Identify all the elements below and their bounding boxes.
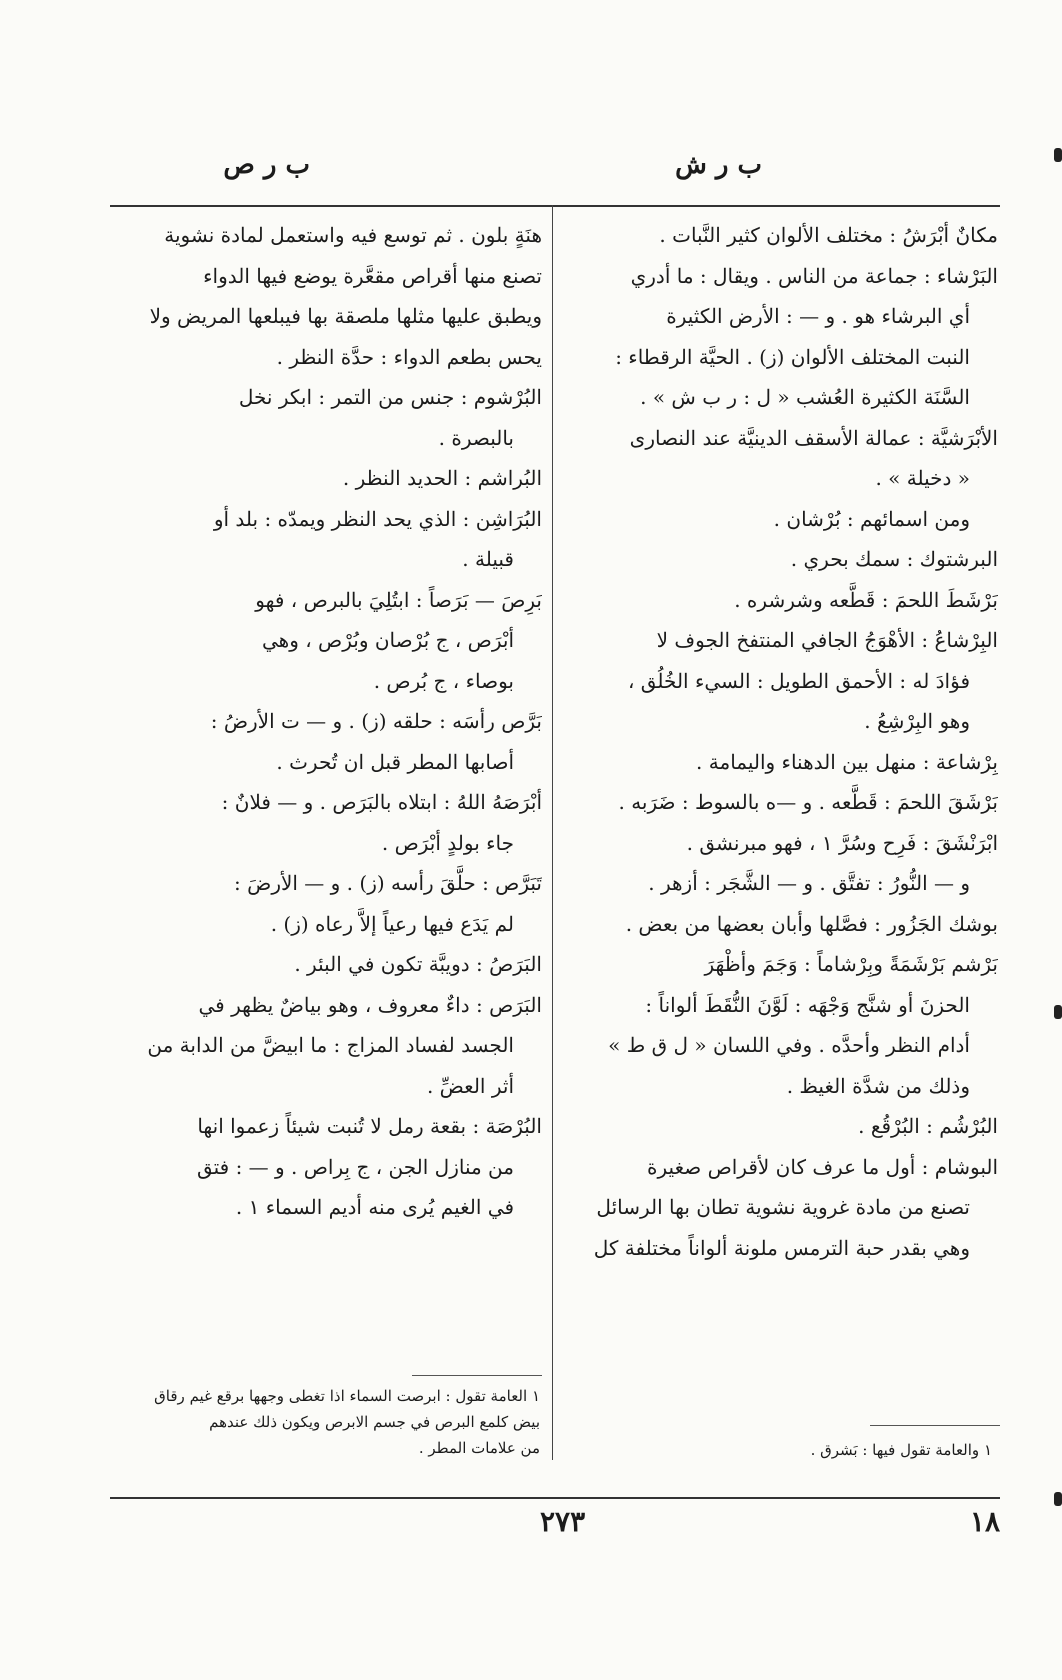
right-line: وذلك من شدَّة الغيظ . xyxy=(786,1073,970,1098)
footnote-line: من علامات المطر . xyxy=(418,1439,540,1457)
left-column xyxy=(112,215,542,1228)
right-line: بَرْشَطَ اللحمَ : قَطَّعه وشرشره . xyxy=(734,587,998,612)
left-line: أصابها المطر قبل ان تُحرث . xyxy=(276,749,514,774)
left-line: بالبصرة . xyxy=(438,425,514,450)
left-line: قبيلة . xyxy=(462,547,514,571)
edge-mark xyxy=(1054,1492,1062,1506)
left-line: الجسد لفساد المزاج : ما ابيضَّ من الدابة من xyxy=(147,1033,514,1057)
left-line: يحس بطعم الدواء : حدَّة النظر . xyxy=(276,344,542,369)
right-column-header: ب ر ش xyxy=(675,150,762,180)
right-line: أدام النظر وأحدَّه . وفي اللسان « ل ق ط » xyxy=(608,1033,970,1057)
right-line: وهو البِرْشِعُ . xyxy=(864,709,970,733)
right-line: البِرْشاعُ : الأهْوَجُ الجافي المنتفخ الجوف لا xyxy=(656,628,998,652)
right-footnote xyxy=(811,1437,992,1463)
left-line: من منازل الجن ، ج بِراص . و — : فتق xyxy=(196,1154,514,1179)
bottom-rule xyxy=(110,1497,1000,1499)
right-line: فؤادَ له : الأحمق الطويل : السيء الخُلُق ، xyxy=(627,668,970,693)
right-line: بِرْشاعة : منهل بين الدهناء واليمامة . xyxy=(696,749,998,774)
footnote-line: ١ والعامة تقول فيها : بَشرق . xyxy=(810,1441,992,1459)
edge-mark xyxy=(1054,1005,1062,1019)
left-line: هنَةٍ بلون . ثم توسع فيه واستعمل لمادة نشوية xyxy=(164,223,542,247)
right-line: بَرْشَقَ اللحمَ : قَطَّعه . و —ه بالسوط : ضَرَبه . xyxy=(618,790,998,814)
left-line: لم يَدَع فيها رعياً إلاَّ رعاه (ز) . xyxy=(270,911,514,936)
left-line: البَرَص : داءٌ معروف ، وهو بياضٌ يظهر في xyxy=(198,992,542,1017)
left-line: البُرْشوم : جنس من التمر : ابكر نخل xyxy=(238,385,542,409)
right-line: أي البرشاء هو . و — : الأرض الكثيرة xyxy=(666,304,970,328)
volume-page-number: ١٨ xyxy=(969,1505,1000,1538)
right-line: ابْرَنْشَقَ : فَرِح وسُرَّ ١ ، فهو مبرنشق . xyxy=(686,830,998,855)
right-line: وهي بقدر حبة الترمس ملونة ألواناً مختلفة كل xyxy=(593,1235,970,1260)
right-line: « دخيلة » . xyxy=(875,466,970,490)
right-line: و — النُّورُ : تفتَّق . و — الشَّجَر : أزهر . xyxy=(648,871,970,895)
right-line: السَّنَة الكثيرة العُشب « ل : ر ب ش » . xyxy=(640,385,970,409)
right-line: البَرْشاء : جماعة من الناس . ويقال : ما أدري xyxy=(630,263,998,288)
left-line: البَرَصُ : دويبَّة تكون في البئر . xyxy=(294,952,542,976)
right-line: البوشام : أول ما عرف كان لأقراص صغيرة xyxy=(647,1154,998,1179)
left-footnote-rule xyxy=(412,1375,542,1376)
left-line: البُرْصَة : بقعة رمل لا تُنبت شيئاً زعموا انها xyxy=(197,1114,542,1138)
left-line: ويطبق عليها مثلها ملصقة بها فيبلعها المريض ولا xyxy=(149,304,542,328)
page-number: ٢٧٣ xyxy=(540,1505,586,1538)
right-line: تصنع من مادة غروية نشوية تطان بها الرسائل xyxy=(596,1195,970,1219)
top-rule xyxy=(110,205,1000,207)
left-line: أبْرَص ، ج بُرْصان وبُرْص ، وهي xyxy=(262,628,514,652)
left-line: تَبَرَّص : حلَّقَ رأسه (ز) . و — الأرضَ : xyxy=(234,871,542,895)
left-line: تصنع منها أقراص مقعَّرة يوضع فيها الدواء xyxy=(203,263,542,288)
right-line: النبت المختلف الألوان (ز) . الحيَّة الرقطاء : xyxy=(615,344,970,369)
left-line: جاء بولدٍ أبْرَص . xyxy=(381,830,514,855)
right-line: البُرْشُم : البُرْقُع . xyxy=(858,1114,998,1138)
left-line: بَرِصَ — بَرَصاً : ابتُلِيَ بالبرص ، فهو xyxy=(255,587,542,612)
column-divider xyxy=(552,205,553,1460)
footnote-line: بيض كلمع البرص في جسم الابرص ويكون ذلك عندهم xyxy=(209,1413,540,1431)
left-line: البُراشم : الحديد النظر . xyxy=(342,466,542,490)
right-footnote-rule xyxy=(870,1425,1000,1426)
left-line: أبْرَصَهُ اللهُ : ابتلاه بالبَرَص . و — فلانٌ : xyxy=(221,790,542,814)
right-line: البرشتوك : سمك بحري . xyxy=(790,547,998,571)
right-line: بَرْشم بَرْشَمَةً وبِرْشاماً : وَجَمَ وأظْهَرَ xyxy=(704,952,998,976)
left-line: بوصاء ، ج بُرص . xyxy=(373,668,514,693)
right-line: الأبْرَشيَّة : عمالة الأسقف الدينيَّة عند النصارى xyxy=(629,425,998,450)
right-line: الحزنَ أو شنَّج وَجْهَه : لَوَّنَ النُّقَطَ ألواناً : xyxy=(645,992,970,1017)
left-column-header: ب ر ص xyxy=(223,150,310,180)
edge-mark xyxy=(1054,148,1062,162)
right-line: ومن اسمائهم : بُرْشان . xyxy=(773,506,970,531)
left-line: البُرَاشِن : الذي يحد النظر ويمدّه : بلد أو xyxy=(213,506,542,531)
right-line: بوشك الجَزُور : فصَّلها وأبان بعضها من بعض . xyxy=(625,911,998,936)
footnote-line: ١ العامة تقول : ابرصت السماء اذا تغطى وجهها برقع غيم رقاق xyxy=(154,1387,540,1405)
left-line: في الغيم يُرى منه أديم السماء ١ . xyxy=(235,1195,514,1219)
left-line: أثر العضِّ . xyxy=(426,1073,514,1098)
left-line: بَرَّص رأسَه : حلقه (ز) . و — ت الأرضُ : xyxy=(210,709,542,733)
right-line: مكانٌ أبْرَشُ : مختلف الألوان كثير النَّبات . xyxy=(659,223,998,247)
left-footnote xyxy=(154,1383,540,1461)
right-column xyxy=(562,215,998,1268)
